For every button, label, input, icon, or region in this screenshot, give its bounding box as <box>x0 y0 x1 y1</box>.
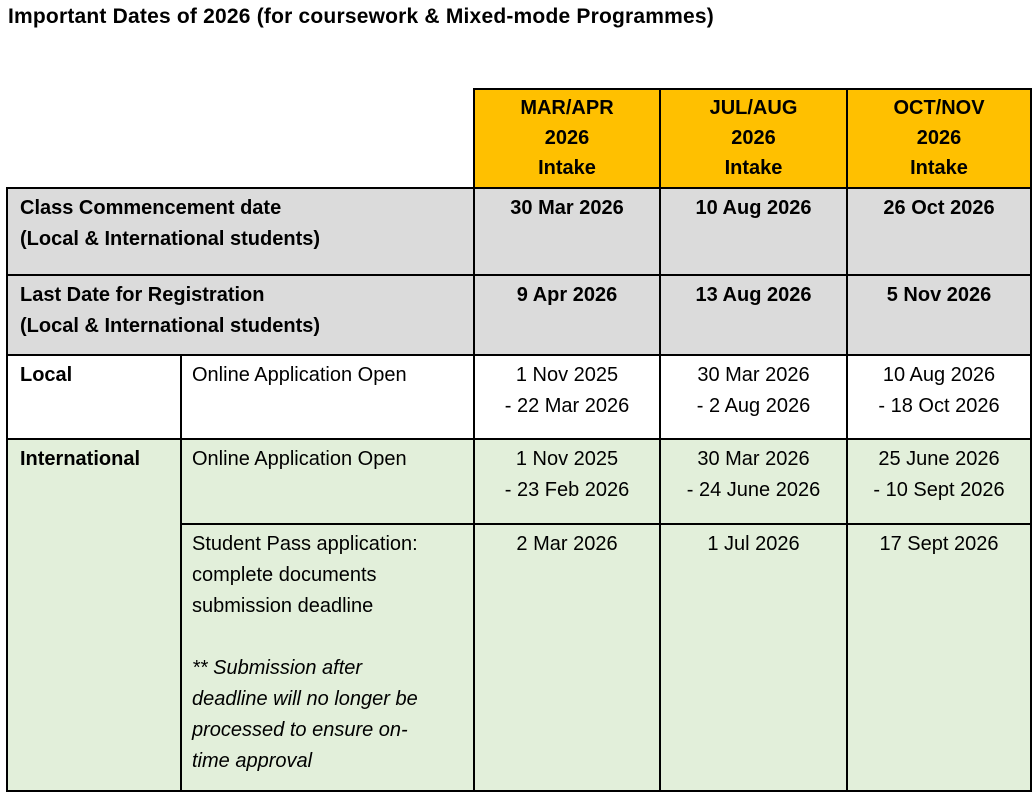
note-line: deadline will no longer be <box>192 688 418 710</box>
last-registration-label <box>7 275 474 355</box>
note-line: ** Submission after <box>192 657 363 679</box>
label-line: Student Pass application: <box>192 533 418 555</box>
class-commencement-date-oct-nov: 26 Oct 2026 <box>847 188 1031 275</box>
intake-header-line: Intake <box>538 157 596 179</box>
category-international: International <box>7 439 181 791</box>
student-pass-date-jul-aug: 1 Jul 2026 <box>660 524 847 791</box>
header-spacer <box>7 89 474 188</box>
local-online-application-label: Online Application Open <box>181 355 474 439</box>
range-end: - 10 Sept 2026 <box>873 479 1005 501</box>
intake-header-jul-aug <box>660 89 847 188</box>
category-local: Local <box>7 355 181 439</box>
class-commencement-date-jul-aug: 10 Aug 2026 <box>660 188 847 275</box>
label-line: Class Commencement date <box>20 197 282 219</box>
range-start: 1 Nov 2025 <box>515 448 619 470</box>
intake-header-line: Intake <box>724 157 783 179</box>
intake-header-line: 2026 <box>731 127 776 149</box>
international-application-range-mar-apr <box>474 439 660 524</box>
range-end: - 24 June 2026 <box>686 479 821 501</box>
local-application-range-mar-apr <box>474 355 660 439</box>
page-title: Important Dates of 2026 (for coursework & Mixed-mode Programmes) <box>8 5 714 28</box>
note-line: processed to ensure on- <box>192 719 408 741</box>
intake-header-line: 2026 <box>916 127 962 149</box>
range-start: 1 Nov 2025 <box>515 364 619 386</box>
label-line: (Local & International students) <box>20 228 321 250</box>
range-end: - 18 Oct 2026 <box>878 395 1000 417</box>
intake-header-line: OCT/NOV <box>893 97 985 119</box>
local-online-application-row <box>7 355 1031 439</box>
label-line: Last Date for Registration <box>20 284 265 306</box>
important-dates-table <box>6 88 1032 792</box>
international-application-range-jul-aug <box>660 439 847 524</box>
range-end: - 2 Aug 2026 <box>696 395 811 417</box>
last-registration-row <box>7 275 1031 355</box>
student-pass-label-cell <box>181 524 474 791</box>
class-commencement-row <box>7 188 1031 275</box>
student-pass-deadline-note <box>192 653 465 777</box>
local-application-range-jul-aug <box>660 355 847 439</box>
student-pass-date-mar-apr: 2 Mar 2026 <box>474 524 660 791</box>
student-pass-label <box>192 529 465 622</box>
range-start: 30 Mar 2026 <box>697 448 810 470</box>
intake-header-line: JUL/AUG <box>709 97 798 119</box>
intake-header-mar-apr <box>474 89 660 188</box>
last-registration-date-jul-aug: 13 Aug 2026 <box>660 275 847 355</box>
class-commencement-label <box>7 188 474 275</box>
label-line: complete documents <box>192 564 377 586</box>
intake-header-line: 2026 <box>544 127 590 149</box>
student-pass-date-oct-nov: 17 Sept 2026 <box>847 524 1031 791</box>
intake-header-line: MAR/APR <box>520 97 614 119</box>
last-registration-date-oct-nov: 5 Nov 2026 <box>847 275 1031 355</box>
label-line: submission deadline <box>192 595 374 617</box>
range-start: 10 Aug 2026 <box>882 364 996 386</box>
note-line: time approval <box>192 750 313 772</box>
intake-header-line: Intake <box>910 157 968 179</box>
local-application-range-oct-nov <box>847 355 1031 439</box>
intake-header-row <box>7 89 1031 188</box>
range-end: - 23 Feb 2026 <box>504 479 630 501</box>
international-application-range-oct-nov <box>847 439 1031 524</box>
class-commencement-date-mar-apr: 30 Mar 2026 <box>474 188 660 275</box>
international-online-application-label: Online Application Open <box>181 439 474 524</box>
label-line: (Local & International students) <box>20 315 321 337</box>
last-registration-date-mar-apr: 9 Apr 2026 <box>474 275 660 355</box>
range-end: - 22 Mar 2026 <box>504 395 630 417</box>
range-start: 25 June 2026 <box>878 448 1000 470</box>
range-start: 30 Mar 2026 <box>697 364 810 386</box>
intake-header-oct-nov <box>847 89 1031 188</box>
international-online-application-row <box>7 439 1031 524</box>
